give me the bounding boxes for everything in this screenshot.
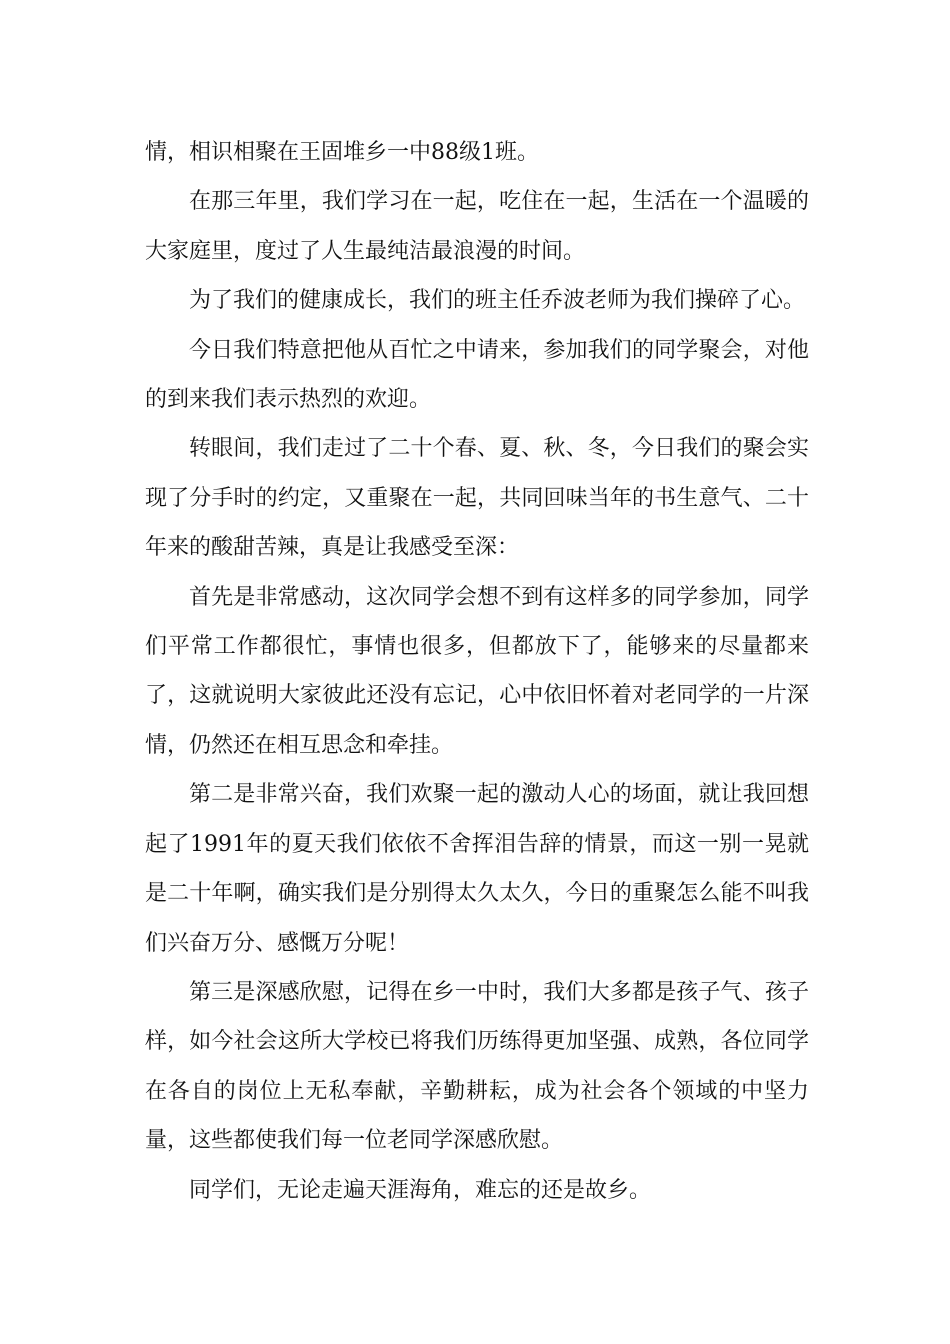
paragraph-3: 为了我们的健康成长，我们的班主任乔波老师为我们操碎了心。 [189,288,806,314]
paragraph-1: 情，相识相聚在王固堆乡一中88级1班。 [145,140,539,165]
paragraph-5: 转眼间，我们走过了二十个春、夏、秋、冬，今日我们的聚会实现了分手时的约定，又重聚在一起，共同回味当年的书生意气、二十年来的酸甜苦辣，真是让我感受至深： [145,436,809,561]
paragraph-9: 同学们，无论走遍天涯海角，难忘的还是故乡。 [189,1177,652,1203]
paragraph-6: 首先是非常感动，这次同学会想不到有这样多的同学参加，同学们平常工作都很忙，事情也很多，但都放下了，能够来的尽量都来了，这就说明大家彼此还没有忘记，心中依旧怀着对老同学的一片深情，仍然还在相互思念和牵挂。 [145,584,809,758]
paragraph-7: 第二是非常兴奋，我们欢聚一起的激动人心的场面，就让我回想起了1991年的夏天我们依依不舍挥泪告辞的情景，而这一别一晃就是二十年啊，确实我们是分别得太久太久，今日的重聚怎么能不叫我们兴奋万分、感慨万分呢！ [145,782,809,956]
document-body [145,128,809,1215]
paragraph-8: 第三是深感欣慰，记得在乡一中时，我们大多都是孩子气、孩子样，如今社会这所大学校已将我们历练得更加坚强、成熟，各位同学在各自的岗位上无私奉献，辛勤耕耘，成为社会各个领域的中坚力量，这些都使我们每一位老同学深感欣慰。 [145,979,809,1154]
paragraph-4: 今日我们特意把他从百忙之中请来，参加我们的同学聚会，对他的到来我们表示热烈的欢迎。 [145,337,809,413]
paragraph-2: 在那三年里，我们学习在一起，吃住在一起，生活在一个温暖的大家庭里，度过了人生最纯洁最浪漫的时间。 [145,189,809,264]
